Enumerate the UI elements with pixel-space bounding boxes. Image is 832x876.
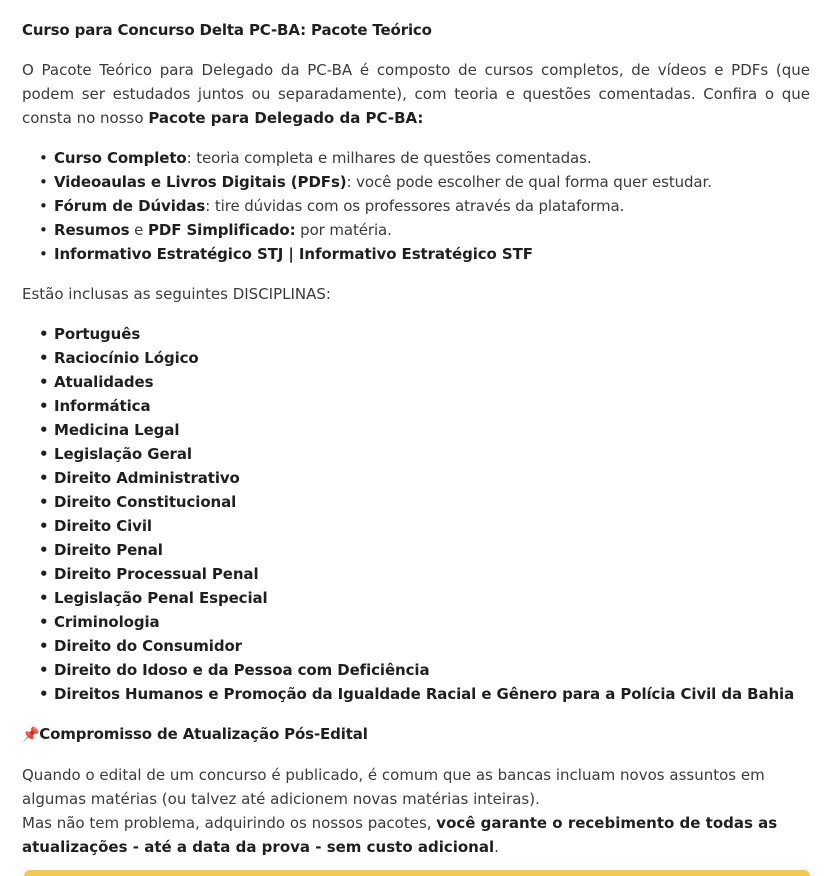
discipline-item: • Direito Penal bbox=[22, 538, 810, 562]
feature-title: Resumos bbox=[54, 221, 130, 239]
discipline-item: • Direito Administrativo bbox=[22, 466, 810, 490]
discipline-item: • Informática bbox=[22, 394, 810, 418]
intro-paragraph bbox=[22, 58, 810, 130]
page-title: Curso para Concurso Delta PC-BA: Pacote Teórico bbox=[22, 21, 432, 39]
discipline-item: • Raciocínio Lógico bbox=[22, 346, 810, 370]
feature-item bbox=[22, 194, 810, 218]
guarantee-bold: você garante o recebimento de todas as atualizações - até a data da prova - sem custo adicional bbox=[22, 814, 778, 856]
feature-title: Informativo Estratégico STJ | Informativo Estratégico STF bbox=[54, 245, 533, 263]
feature-desc: : teoria completa e milhares de questões comentadas. bbox=[186, 149, 592, 167]
feature-title-2: PDF Simplificado: bbox=[147, 221, 296, 239]
feature-item bbox=[22, 218, 810, 242]
discipline-item: • Direito Constitucional bbox=[22, 490, 810, 514]
guarantee-end: . bbox=[494, 838, 499, 856]
compromisso-label: Compromisso de Atualização Pós-Edital bbox=[39, 725, 368, 743]
discipline-item: • Direito Civil bbox=[22, 514, 810, 538]
discipline-item: • Medicina Legal bbox=[22, 418, 810, 442]
discipline-item: • Português bbox=[22, 322, 810, 346]
feature-item bbox=[22, 242, 810, 266]
guarantee-text: Mas não tem problema, adquirindo os nossos pacotes, bbox=[22, 814, 437, 832]
features-list bbox=[22, 146, 810, 266]
disciplines-intro: Estão inclusas as seguintes DISCIPLINAS: bbox=[22, 285, 331, 303]
discipline-item: • Direito do Consumidor bbox=[22, 634, 810, 658]
discipline-item: • Direito Processual Penal bbox=[22, 562, 810, 586]
guarantee-paragraph bbox=[22, 811, 810, 859]
intro-bold: Pacote para Delegado da PC-BA: bbox=[148, 109, 424, 127]
discipline-item: • Direitos Humanos e Promoção da Igualdade Racial e Gênero para a Polícia Civil da Bahia bbox=[22, 682, 810, 706]
discipline-item: • Atualidades bbox=[22, 370, 810, 394]
compromisso-heading bbox=[22, 722, 810, 747]
feature-item bbox=[22, 170, 810, 194]
discipline-item: • Direito do Idoso e da Pessoa com Deficiência bbox=[22, 658, 810, 682]
feature-desc: por matéria. bbox=[295, 221, 392, 239]
pushpin-icon: 📌 bbox=[22, 727, 40, 743]
feature-title: Fórum de Dúvidas bbox=[54, 197, 206, 215]
feature-conj: e bbox=[129, 221, 148, 239]
cta-box-top-edge bbox=[24, 870, 810, 876]
feature-title: Videoaulas e Livros Digitais (PDFs) bbox=[54, 173, 347, 191]
feature-item bbox=[22, 146, 810, 170]
feature-desc: : tire dúvidas com os professores através da plataforma. bbox=[205, 197, 625, 215]
update-paragraph: Quando o edital de um concurso é publicado, é comum que as bancas incluam novos assuntos em algumas matérias (ou talvez até adicionem novas matérias inteiras). bbox=[22, 766, 765, 808]
discipline-item: • Legislação Geral bbox=[22, 442, 810, 466]
article-body bbox=[22, 18, 810, 859]
discipline-item: • Criminologia bbox=[22, 610, 810, 634]
feature-desc: : você pode escolher de qual forma quer estudar. bbox=[346, 173, 712, 191]
disciplines-list bbox=[22, 322, 810, 706]
intro-text: O Pacote Teórico para Delegado da PC-BA é composto de cursos completos, de vídeos e PDFs (que podem ser estudados juntos ou separadamente), com teoria e questões comentadas. Confira o que consta no nosso bbox=[22, 61, 810, 127]
discipline-item: • Legislação Penal Especial bbox=[22, 586, 810, 610]
feature-title: Curso Completo bbox=[54, 149, 187, 167]
